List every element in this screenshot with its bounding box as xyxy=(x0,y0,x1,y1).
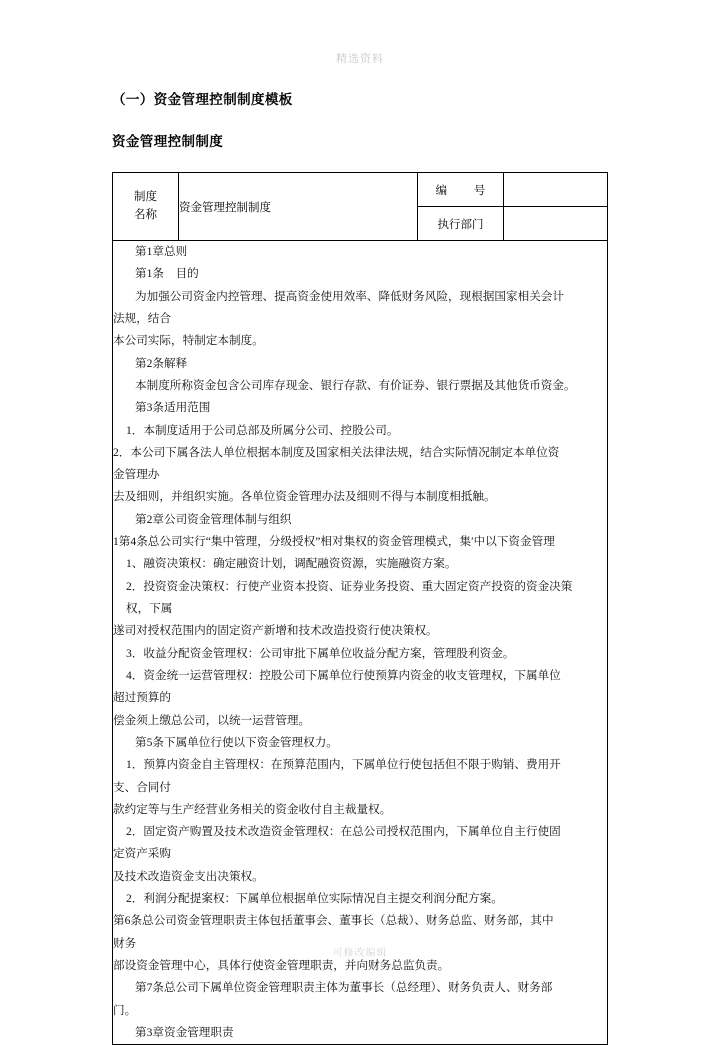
table-row xyxy=(113,173,608,207)
policy-line: 1．预算内资金自主管理权：在预算范围内，下属单位行使包括但不限于购销、费用开 xyxy=(126,758,561,772)
policy-line: 第3章资金管理职责 xyxy=(135,1025,234,1039)
policy-line: 第2条解释 xyxy=(135,356,188,370)
policy-body-cell xyxy=(113,241,608,1045)
policy-line: 及技术改造资金支出决策权。 xyxy=(113,869,264,883)
document-title-cell: 资金管理控制制度 xyxy=(179,173,418,241)
table-row xyxy=(113,241,608,1045)
policy-line: 第7条总公司下属单位资金管理职责主体为董事长（总经理）、财务负责人、财务部 xyxy=(135,981,553,995)
policy-line: 门。 xyxy=(113,1003,137,1017)
policy-line: 第1章总则 xyxy=(135,245,188,258)
policy-line: 2．利润分配提案权：下属单位根据单位实际情况自主提交利润分配方案。 xyxy=(126,892,503,906)
policy-line: 为加强公司资金内控管理、提高资金使用效率、降低财务风险，现根据国家相关会计 xyxy=(135,289,564,303)
system-name-label xyxy=(113,173,179,241)
policy-line: 本公司实际，特制定本制度。 xyxy=(113,334,264,348)
department-label: 执行部门 xyxy=(418,207,504,241)
policy-line: 2．固定资产购置及技术改造资金管理权：在总公司授权范围内，下属单位自主行使固 xyxy=(126,825,561,839)
header-watermark: 精选资料 xyxy=(336,53,384,65)
policy-line: 去及细则，并组织实施。各单位资金管理办法及细则不得与本制度相抵触。 xyxy=(113,490,496,504)
department-value[interactable] xyxy=(504,207,608,241)
number-label-text: 编 号 xyxy=(435,184,498,197)
policy-line: 金管理办 xyxy=(113,468,160,482)
policy-line: 款约定等与生产经营业务相关的资金收付自主裁量权。 xyxy=(113,802,392,816)
policy-line: 超过预算的 xyxy=(113,691,171,705)
policy-line: 2．本公司下属各法人单位根据本制度及国家相关法律法规，结合实际情况制定本单位资 xyxy=(113,445,560,459)
policy-line: 第3条适用范围 xyxy=(135,401,211,415)
policy-line: 权，下属 xyxy=(126,602,173,615)
policy-line: 法规，结合 xyxy=(113,311,171,325)
policy-line: 1、融资决策权：确定融资计划，调配融资资源，实施融资方案。 xyxy=(126,557,457,571)
policy-line: 本制度所称资金包含公司库存现金、银行存款、有价证券、银行票据及其他货币资金。 xyxy=(135,378,576,392)
policy-line: 第2章公司资金管理体制与组织 xyxy=(135,512,292,526)
system-name-label-line2: 名称 xyxy=(134,208,157,221)
policy-line: 部设资金管理中心，具体行使资金管理职责，并向财务总监负责。 xyxy=(113,959,450,972)
policy-line: 第5条下属单位行使以下资金管理权力。 xyxy=(135,735,338,749)
policy-line: 遂司对授权范围内的固定资产新增和技术改造投资行使决策权。 xyxy=(113,624,438,638)
policy-line: 第1条 目的 xyxy=(135,267,199,281)
policy-line: 偿金须上缴总公司，以统一运营管理。 xyxy=(113,713,311,727)
section-heading: （一）资金管理控制制度模板 xyxy=(112,92,293,107)
policy-line: 第6条总公司资金管理职责主体包括董事会、董事长（总裁）、财务总监、财务部，其中 xyxy=(113,914,554,928)
page-title: 资金管理控制制度 xyxy=(112,134,224,149)
policy-line: 1第4条总公司实行“集中管理，分级授权”相对集权的资金管理模式，集′中以下资金管理 xyxy=(113,535,555,549)
policy-line: 定资产采购 xyxy=(113,847,171,861)
footer-watermark: 可修改编辑 xyxy=(332,948,388,959)
policy-body-text xyxy=(113,241,607,1044)
policy-line: 4．资金统一运营管理权：控股公司下属单位行使预算内资金的收支管理权，下属单位 xyxy=(126,668,561,682)
policy-line: 1．本制度适用于公司总部及所属分公司、控股公司。 xyxy=(126,423,399,437)
policy-line: 2．投资资金决策权：行使产业资本投资、证券业务投资、重大固定资产投资的资金决策 xyxy=(126,579,573,593)
policy-table xyxy=(112,172,608,1045)
number-value[interactable] xyxy=(504,173,608,207)
policy-line: 3．收益分配资金管理权：公司审批下属单位收益分配方案，管理股利资金。 xyxy=(126,646,515,660)
number-label xyxy=(418,173,504,207)
policy-line: 财务 xyxy=(113,936,137,950)
policy-line: 支、合同付 xyxy=(113,780,171,794)
system-name-label-line1: 制度 xyxy=(134,190,157,203)
